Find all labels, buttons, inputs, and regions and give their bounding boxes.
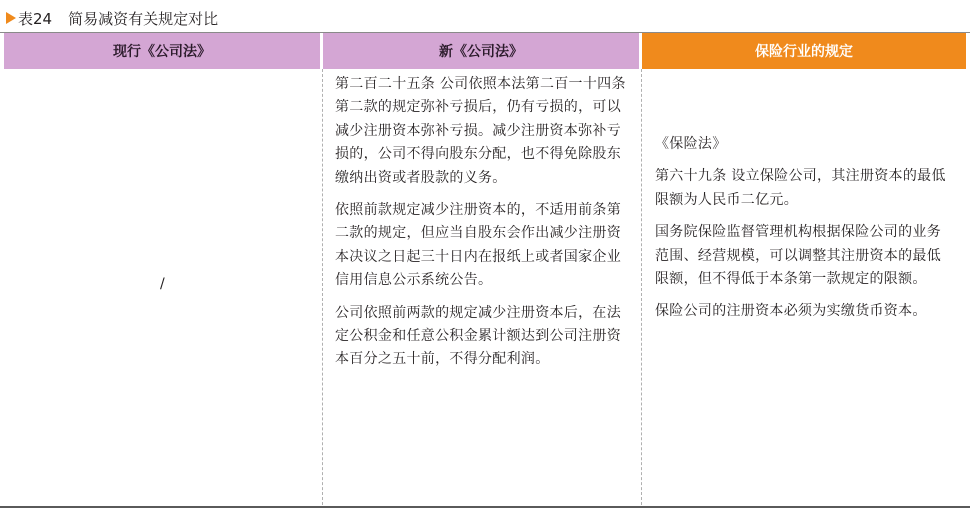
insurance-law-title: 《保险法》 — [655, 136, 727, 152]
bottom-rule — [0, 506, 970, 508]
new-law-paragraph: 公司依照前两款的规定减少注册资本后，在法定公积金和任意公积金累计额达到公司注册资本百分之五十前，不得分配利润。 — [335, 304, 621, 368]
table-caption — [6, 5, 218, 31]
arrow-icon — [6, 12, 16, 24]
insurance-paragraph: 第六十九条 设立保险公司，其注册资本的最低限额为人民币二亿元。 — [655, 168, 946, 208]
caption-title: 简易减资有关规定对比 — [68, 9, 219, 28]
insurance-paragraph: 国务院保险监督管理机构根据保险公司的业务范围、经营规模，可以调整其注册资本的最低限额，但不得低于本条第一款规定的限额。 — [655, 224, 941, 288]
insurance-paragraph: 保险公司的注册资本必须为实缴货币资本。 — [655, 303, 927, 320]
header-insurance-rules: 保险行业的规定 — [642, 33, 966, 69]
header-current-company-law: 现行《公司法》 — [4, 33, 320, 69]
header-new-company-law: 新《公司法》 — [323, 33, 639, 69]
cell-current-law: / — [160, 276, 165, 292]
caption-number: 表24 — [18, 9, 53, 28]
column-divider — [322, 69, 323, 505]
cell-insurance-rules — [655, 133, 955, 333]
cell-new-law — [335, 73, 631, 381]
new-law-paragraph: 第二百二十五条 公司依照本法第二百一十四条第二款的规定弥补亏损后，仍有亏损的，可以减少注册资本弥补亏损。减少注册资本弥补亏损的，公司不得向股东分配，也不得免除股东缴纳出资或者股款的义务。 — [335, 76, 626, 186]
new-law-paragraph: 依照前款规定减少注册资本的，不适用前条第二款的规定，但应当自股东会作出减少注册资本决议之日起三十日内在报纸上或者国家企业信用信息公示系统公告。 — [335, 202, 621, 289]
column-divider — [641, 69, 642, 505]
